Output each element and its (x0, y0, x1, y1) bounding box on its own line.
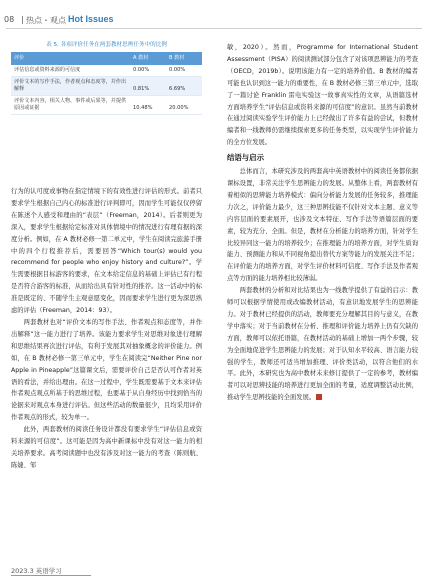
table-cell: 10.48% (130, 96, 166, 115)
table-cell: 0.00% (130, 65, 166, 77)
table-row (11, 96, 202, 115)
col-header-textbook-b: B 教材 (166, 52, 202, 65)
table-cell: 评估信息或资料来源的可信度 (11, 65, 130, 77)
col-header-textbook-a: A 教材 (130, 52, 166, 65)
table-cell: 0.81% (130, 77, 166, 96)
paragraph-text: 两套教材的分析和对比结果也为一线教学提供了有益的启示：教师可以根据学情使用或改编教材活动，有意识地发展学生的思辨能力。对于教材已经提供的活动，教师要充分理解其目的与意义，在教学中落实；对于当前教材在分析、推理和评价能力培养上仍有欠缺的方面，教师可以依托语篇，在教材活动的基础上增加一两个步骤，较为全面地促进学生思辨能力的发展；对于认知水平较高、语言能力较强的学生，教师还可适当增加推理、评价类活动，以符合他们的水平。此外，本研究也为高中教材未来修订提供了一定的参考，教材编者可以对思辨技能的培养进行更加全面的考量，适度调整活动比例，推动学生思辨技能的全面发展。 (227, 287, 418, 402)
table-cell: 6.69% (166, 77, 202, 96)
left-column (11, 186, 202, 472)
table-caption: 表 5. 各项评价任务在两套教材思辨任务中的比例 (46, 42, 167, 48)
paragraph: 敏，2020）。然而，Programme for International Student Assessment（PISA）的阅读测试部分包含了对该项思辨能力的考查（OECD，2019b）。说明该能力有一定的培养价值。B 教材的编者可能也认识到这一能力的重要性，在 B 教材必修三第三单元中，选取了一篇讨论 Franklin 雷电实验这一故事真实性的文章，从语篇选材方面培养学生“评估信息或资料来源的可信度”的意识。虽然当前教材在通过阅读实验学生评价能力上已经做出了许多有益的尝试，但教材编者和一线教师仍需继续探索更多的任务类型，以实现学生评价能力的全方位发展。 (227, 44, 418, 147)
paragraph (227, 285, 418, 404)
section-heading: 结语与启示 (227, 153, 264, 163)
section-name: 热点・观点 (26, 16, 66, 25)
header-separator (22, 16, 23, 24)
table-row (11, 77, 202, 96)
paragraph: 两套教材也对“评价文本的写作手法、作者观点和态度等，并作出解释”这一能力进行了培养。该能力要求学生对思维对象进行理解和思维结果再次进行评估，有利于发展其对抽象概念的评价能力。例如，在 B 教材必修一第三单元中，学生在阅读完“Neither Pine nor Apple in Pineapple”这篇课文后，需要评价自己是否认可作者对英语的看法，并给出理由。在这一过程中，学生既需要基于文本来评估作者观点观点所基于的思维过程，也要基于从自身经历中找到恰当的论据来对观点本身进行评估。但这些活动的数量很少，且均采用评价作者观点的形式，较为单一。 (11, 318, 202, 422)
page-header (0, 0, 427, 30)
evaluation-table (11, 52, 202, 115)
table-cell: 0.00% (166, 65, 202, 77)
paragraph: 总体而言，本研究涉及的两套高中英语教材中的阅读任务都依据课标设置，非常关注学生思辨能力的发展。从整体上看，两套教材有着相似的思辨能力培养模式：偏向分析能力发展的任务较多，推理能力次之，评价能力最少，这三种思辨技能不仅针对文本主题、意义等内容层面的要素展开，也涉及文本特征、写作手法等语篇层面的要素，较为充分、全面。但是，教材在分析能力的培养方面，针对学生比较异同这一能力的培养较少；在推理能力的培养方面，对学生质询能力、预测能力和从不同视角提出替代方案等能力的发展关注不足；在评价能力的培养方面，对学生评价材料可信度、写作手法及作者观点等方面的能力培养相比较薄弱。 (227, 168, 418, 283)
footer-rule (11, 575, 91, 576)
page-number: 08 (4, 15, 15, 24)
table-header-row (11, 52, 202, 65)
table-cell: 评价文本的写作手法，作者观点和态度等，并作出解释 (11, 77, 130, 96)
section-tag: Hot Issues (68, 14, 114, 24)
table-cell: 评价文本内容，相关人物、事件或后果等，并提供原因或证据 (11, 96, 130, 115)
header-rule (6, 28, 422, 29)
col-header-evaluation: 评价 (11, 52, 130, 65)
paragraph: 此外，两套教材的阅读任务设计都没有要求学生“评估信息或资料来源的可信度”。这可能是因为高中新课标中没有对这一能力的相关培养要求。高考阅读题中也没有涉及对这一能力的考查（陈则航、陈婕、邹 (11, 426, 202, 469)
end-of-article-icon (316, 394, 322, 400)
table-cell: 20.00% (166, 96, 202, 115)
right-column (227, 42, 418, 404)
paragraph: 行为的认可度或事物在指定情境下的有效性进行评估的形式。前者只要求学生根据自己内心的标准进行评判即可，因而学生可能仅仅停留在陈述个人感受和理由的“表层”（Freeman，2014）。后者则更为深入，要求学生根据给定标准对具体情境中的情况进行有理有据的深度分析。例如，在 A 教材必修一第二单元中，学生在阅读完旅游手册中的四个行程推荐后，需要回答“Which tour(s) would you recommend for people who enjoy history and culture?”。学生需要根据目标游客的要求，在文本给定信息的基础上评估已有行程是否符合游客的标准，从而给出具有针对性的推荐。这一活动中的标准是既定的、不随学生主观意愿变化，因而要求学生进行更为深思熟虑的评估（Freeman，2014：93）。 (11, 188, 202, 315)
page-footer: 2023.3 英语学习 (11, 567, 62, 575)
table-row (11, 65, 202, 77)
